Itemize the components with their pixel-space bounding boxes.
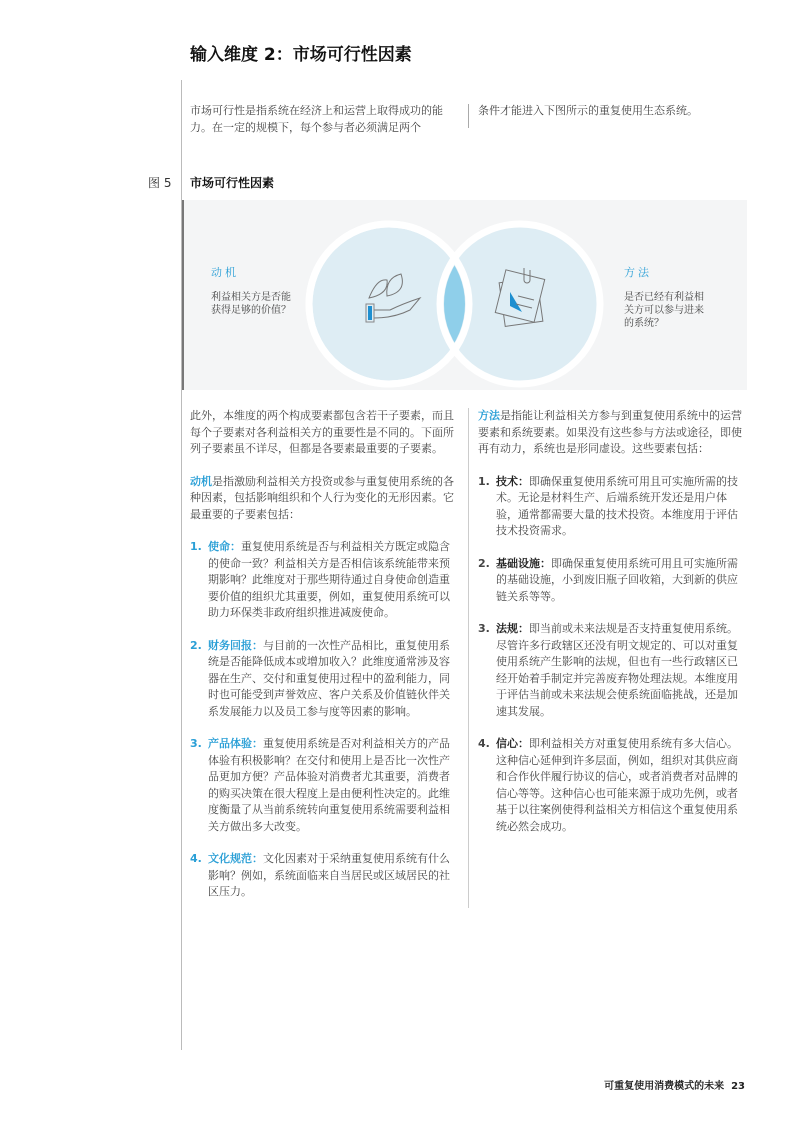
footer-title: 可重复使用消费模式的未来 xyxy=(604,1081,725,1092)
list-item: 2. 财务回报：与目前的一次性产品相比，重复使用系统是否能降低成本或增加收入？此维度通常涉及容器在生产、交付和重复使用过程中的盈利能力，同时也可能受到声誉效应、客户关系及价值链伙伴关系发展能力以及员工参与度等因素的影响。 xyxy=(190,638,450,718)
list-item: 4. 文化规范：文化因素对于采纳重复使用系统有什么影响？例如，系统面临来自当居民或区域居民的社区压力。 xyxy=(190,852,450,898)
means-text: 是否已经有利益相关方可以参与进来的系统？ xyxy=(624,292,704,329)
motivation-label: 动机 xyxy=(211,266,239,279)
intro-col1: 市场可行性是指系统在经济上和运营上取得成功的能力。在一定的规模下，每个参与者必须满足两个 xyxy=(190,104,443,134)
list-item: 3. 法规：即当前或未来法规是否支持重复使用系统。尽管许多行政辖区还没有明文规定的、可以对重复使用系统产生影响的法规，但也有一些行政辖区已经开始着手制定并完善废弃物处理法规。本维度用于评估当前或未来法规会使系统面临挑战，还是加速其发展。 xyxy=(478,622,738,718)
section-title: 输入维度 2：市场可行性因素 xyxy=(190,45,412,65)
motivation-text: 利益相关方是否能获得足够的价值？ xyxy=(211,292,291,316)
list-item: 3. 产品体验：重复使用系统是否对利益相关方的产品体验有积极影响？在交付和使用上是否比一次性产品更加方便？产品体验对消费者尤其重要，消费者的购买决策在很大程度上是由便利性决定的。此维度衡量了从当前系统转向重复使用系统需要利益相关方做出多大改变。 xyxy=(190,737,450,833)
paragraph: 方法是指能让利益相关方参与到重复使用系统中的运营要素和系统要素。如果没有这些参与方法或途径，即使再有动力，系统也是形同虚设。这些要素包括： xyxy=(478,409,742,455)
figure-number: 图 5 xyxy=(148,176,172,190)
term: 方法 xyxy=(478,409,500,422)
term: 动机 xyxy=(190,474,212,488)
means-label: 方法 xyxy=(624,266,652,279)
paragraph: 此外，本维度的两个构成要素都包含若干子要素，而且每个子要素对各利益相关方的重要性是不同的。下面所列子要素虽不详尽，但都是各要素最重要的子要素。 xyxy=(190,409,454,455)
left-column xyxy=(190,408,460,917)
list-item: 1. 技术：即确保重复使用系统可用且可实施所需的技术。无论是材料生产、后端系统开发还是用户体验，通常都需要大量的技术投资。本维度用于评估技术投资需求。 xyxy=(478,474,738,537)
page-number: 23 xyxy=(731,1081,745,1092)
list-item: 2. 基础设施：即确保重复使用系统可用且可实施所需的基础设施，小到废旧瓶子回收箱，大到新的供应链关系等等。 xyxy=(478,556,738,603)
page-footer xyxy=(604,1077,745,1092)
intro-col2: 条件才能进入下图所示的重复使用生态系统。 xyxy=(478,104,698,117)
right-column xyxy=(478,408,748,851)
column-divider xyxy=(468,408,469,908)
figure-title: 市场可行性因素 xyxy=(190,176,275,190)
list-item: 1. 使命：重复使用系统是否与利益相关方既定或隐含的使命一致？利益相关方是否相信该系统能带来预期影响？此维度对于那些期待通过自身使命创造重要价值的组织尤其重要，例如，重复使用系统可以助力环保类非政府组织推进减废使命。 xyxy=(190,540,450,619)
list-item: 4. 信心：即利益相关方对重复使用系统有多大信心。这种信心延伸到许多层面，例如，组织对其供应商和合作伙伴履行协议的信心，或者消费者对品牌的信心等等。这种信心也可能来源于成功先例，或者基于以往案例使得利益相关方相信这个重复使用系统必然会成功。 xyxy=(478,737,738,833)
venn-figure xyxy=(182,200,747,390)
column-divider xyxy=(468,104,469,128)
paragraph: 动机是指激励利益相关方投资或参与重复使用系统的各种因素，包括影响组织和个人行为变化的无形因素。它最重要的子要素包括： xyxy=(190,474,454,521)
